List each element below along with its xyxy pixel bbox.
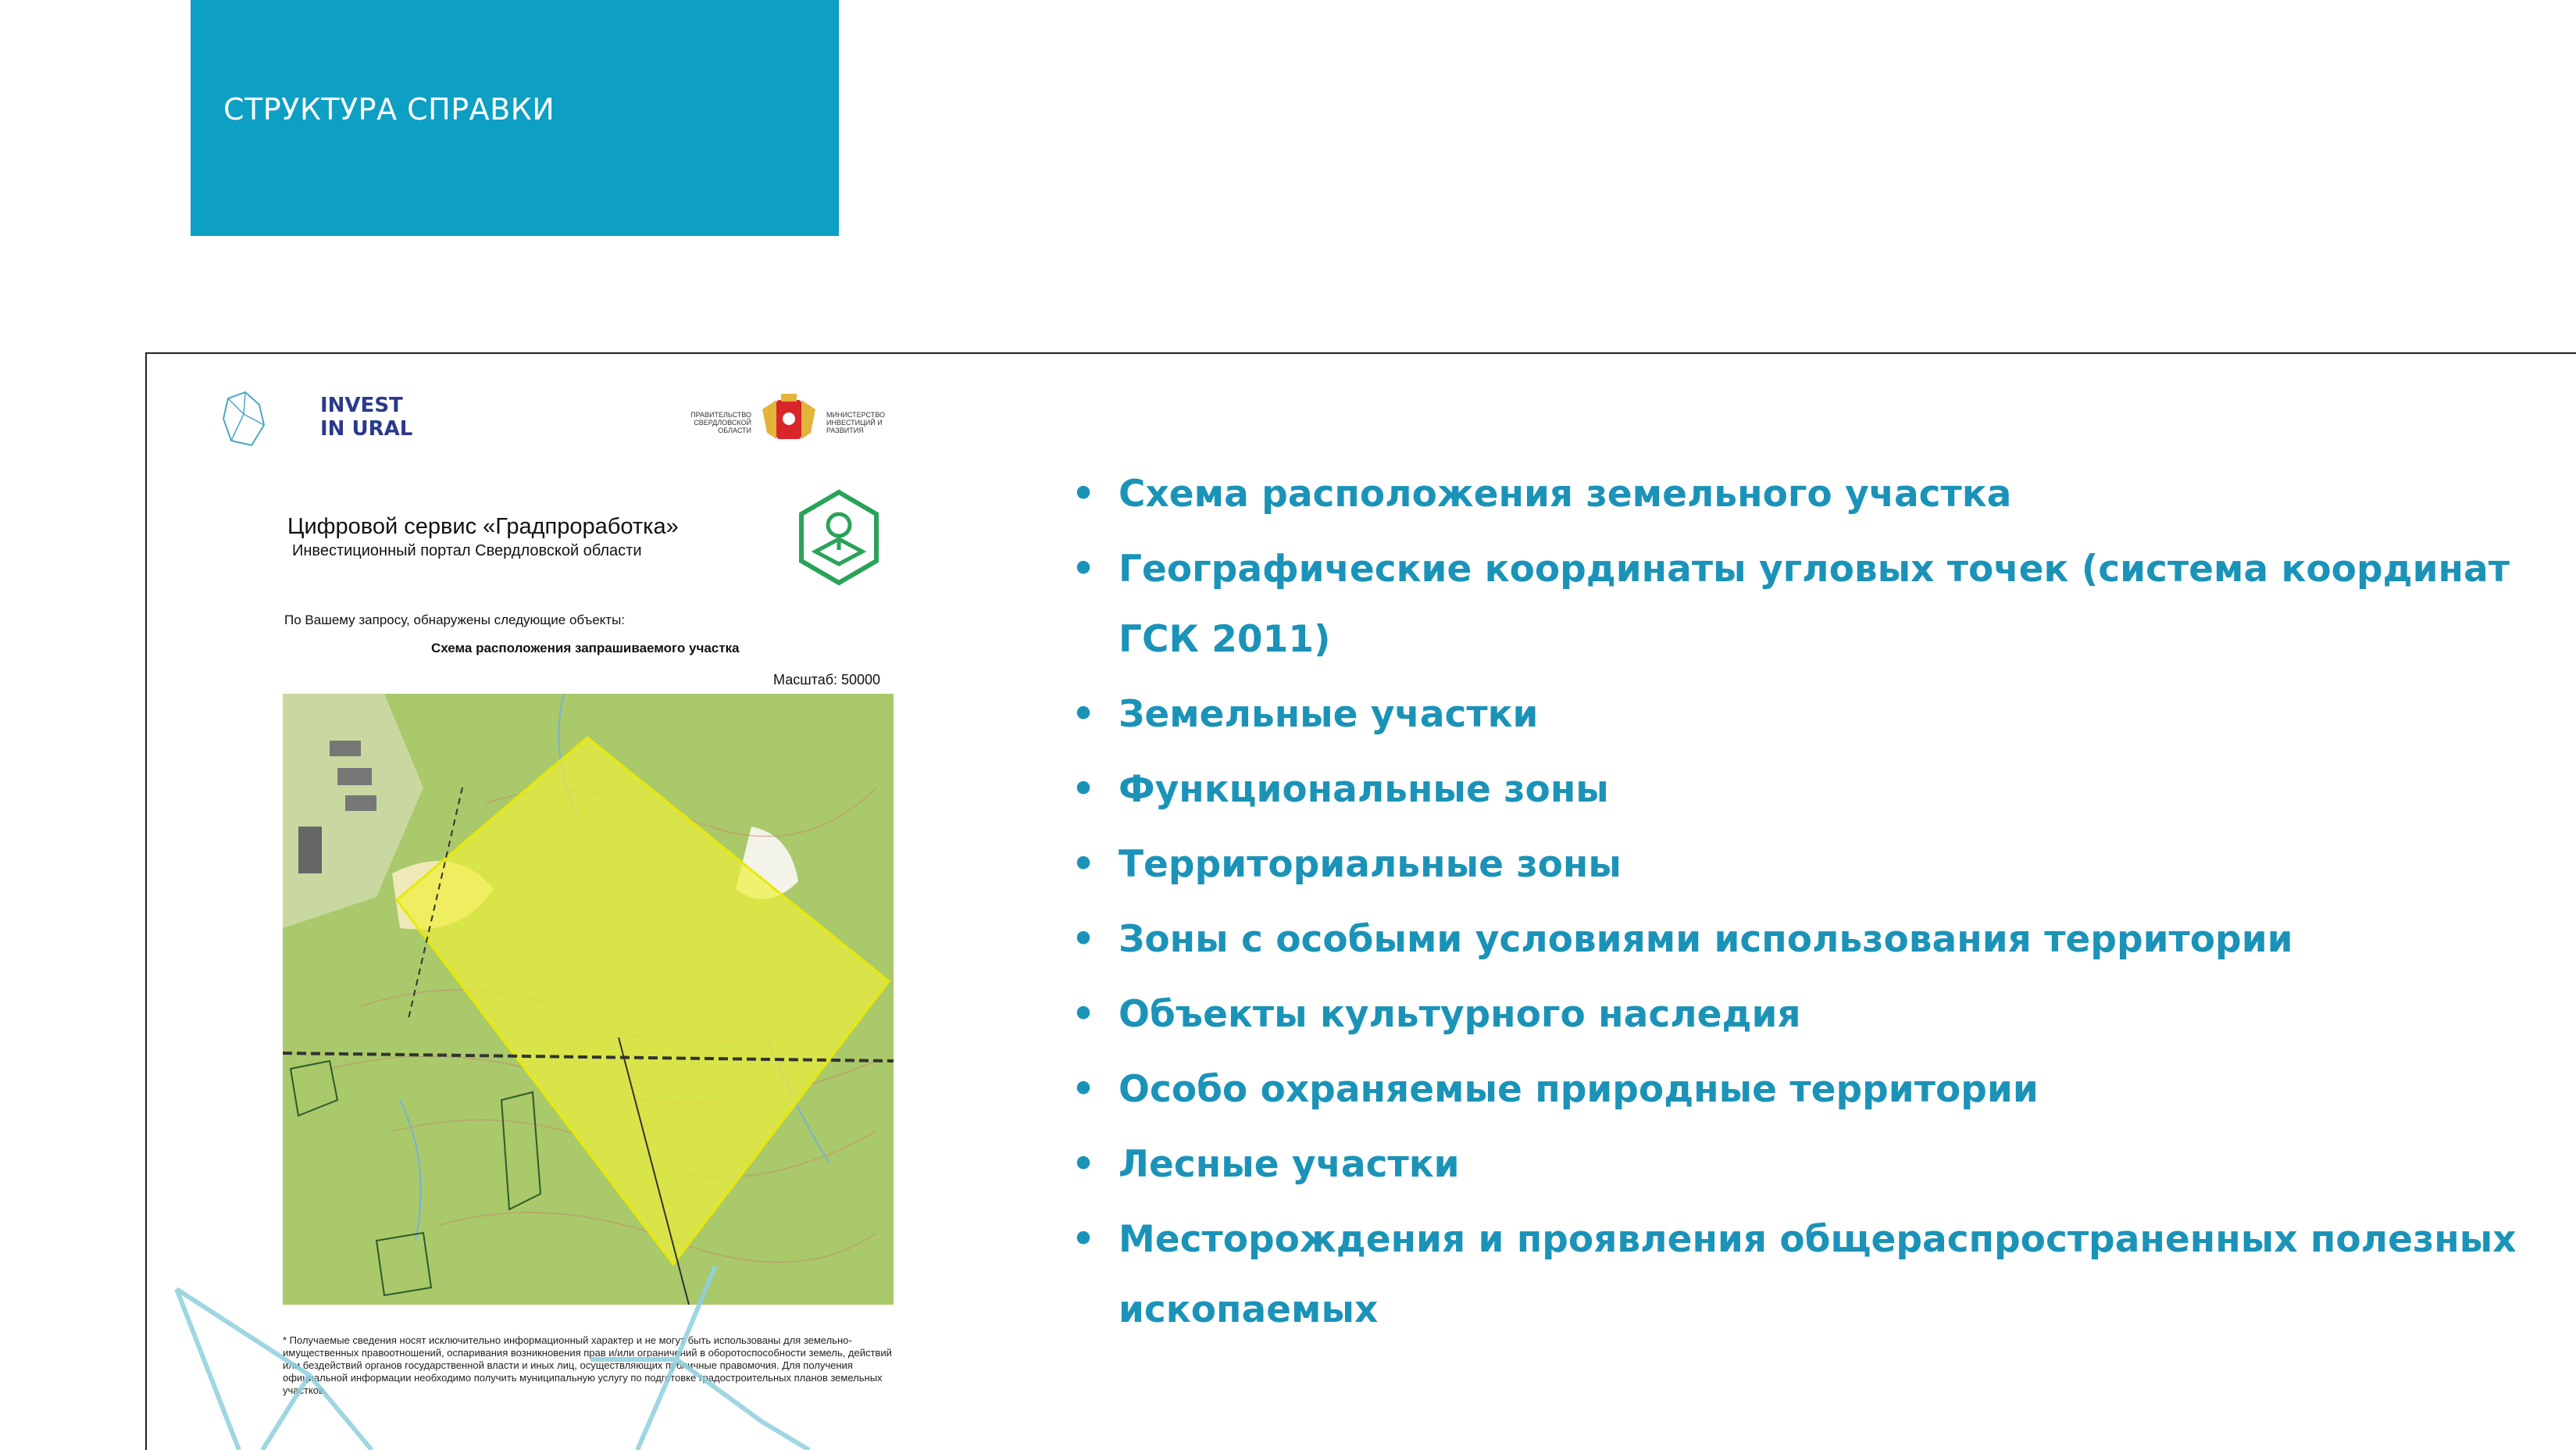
- list-item: • Месторождения и проявления общераспространенных полезных ископаемых: [1070, 1205, 2539, 1345]
- page-title: СТРУКТУРА СПРАВКИ: [223, 92, 555, 127]
- list-item: • Территориальные зоны: [1070, 830, 2539, 900]
- header-banner: [191, 0, 839, 236]
- map-pin-icon: [795, 489, 883, 588]
- scheme-title: Схема расположения запрашиваемого участка: [431, 641, 740, 655]
- list-item: • Особо охраняемые природные территории: [1070, 1055, 2539, 1125]
- region-logo-icon: [220, 391, 267, 450]
- decorative-lines: [169, 1266, 872, 1450]
- list-item: • Функциональные зоны: [1070, 755, 2539, 825]
- list-item: • Земельные участки: [1070, 680, 2539, 750]
- list-item: • Схема расположения земельного участка: [1070, 459, 2539, 530]
- query-text: По Вашему запросу, обнаружены следующие объекты:: [284, 612, 626, 627]
- report-structure-list: [1070, 459, 2539, 1350]
- service-subtitle: Инвестиционный портал Свердловской области: [292, 542, 642, 559]
- disclaimer-text: * Получаемые сведения носят исключительно информационный характер и не могут быть использованы для земельно-имущественных правоотношений, оспаривания возникновения прав и/или ограничений в оборотоспособности земель, действий или бездействий органов государственной власти и иных лиц, осуществляющих публичные правомочия. Для получения официальной информации необходимо получить муниципальную услугу по подготовке градостроительных планов земельных участков.: [283, 1334, 892, 1396]
- government-label: ПРАВИТЕЛЬСТВО СВЕРДЛОВСКОЙ ОБЛАСТИ: [690, 411, 751, 434]
- list-item: • Объекты культурного наследия: [1070, 980, 2539, 1050]
- service-title: Цифровой сервис «Градпроработка»: [287, 514, 679, 539]
- invest-in-ural-logo: INVEST IN URAL: [320, 394, 413, 441]
- scale-label: Масштаб: 50000: [773, 672, 881, 688]
- list-item: • Зоны с особыми условиями использования территории: [1070, 905, 2539, 975]
- list-item: • Лесные участки: [1070, 1130, 2539, 1200]
- list-item: • Географические координаты угловых точек (система координат ГСК 2011): [1070, 534, 2539, 675]
- parcel-map: [283, 694, 894, 1305]
- ministry-label: МИНИСТЕРСТВО ИНВЕСТИЦИЙ И РАЗВИТИЯ: [826, 411, 885, 434]
- coat-of-arms-icon: [756, 394, 822, 445]
